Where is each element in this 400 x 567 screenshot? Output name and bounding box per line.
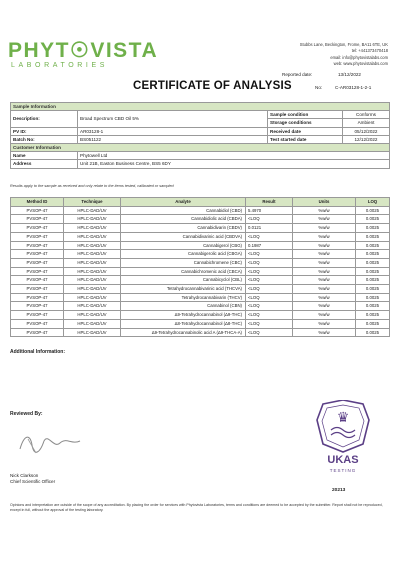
technique-cell: HPLC-DAD/UV: [64, 250, 121, 259]
address-line: tel: +441373470418: [351, 48, 388, 54]
units-cell: %w/w: [293, 267, 356, 276]
customer-address-label: Address: [11, 160, 78, 168]
loq-cell: 0.0025: [356, 232, 390, 241]
method-id-cell: PVSOP-47: [11, 215, 64, 224]
table-row: [11, 232, 390, 241]
technique-cell: HPLC-DAD/UV: [64, 215, 121, 224]
method-id-cell: PVSOP-47: [11, 206, 64, 215]
method-id-cell: PVSOP-47: [11, 302, 64, 311]
loq-cell: 0.0025: [356, 267, 390, 276]
method-id-cell: PVSOP-47: [11, 293, 64, 302]
storage-conditions-label: Storage conditions: [268, 119, 343, 127]
svg-text:♛: ♛: [336, 410, 350, 426]
method-id-cell: PVSOP-47: [11, 241, 64, 250]
result-cell: <LOQ: [246, 276, 293, 285]
document-title: CERTIFICATE OF ANALYSIS: [133, 80, 292, 92]
result-cell: <LOQ: [246, 215, 293, 224]
units-cell: %w/w: [293, 224, 356, 233]
description-value: Broad Spectrum CBD Oil 5%: [78, 111, 268, 127]
technique-cell: HPLC-DAD/UV: [64, 302, 121, 311]
customer-info-header: Customer Information: [11, 144, 390, 152]
result-cell: <LOQ: [246, 311, 293, 320]
analyte-cell: Cannabichromene (CBC): [121, 258, 246, 267]
company-logo-subtitle: LABORATORIES: [11, 62, 109, 69]
results-note: Results apply to the sample as received and only relate to the items tested, calibrated or sampled: [10, 184, 174, 188]
sample-info-header: Sample Information: [11, 103, 390, 111]
results-table: [10, 197, 390, 337]
signatory-name: Nick Clarkson: [10, 473, 39, 478]
received-date-value: 05/12/2022: [343, 127, 390, 135]
result-cell: <LOQ: [246, 267, 293, 276]
table-row: [11, 241, 390, 250]
technique-cell: HPLC-DAD/UV: [64, 258, 121, 267]
units-cell: %w/w: [293, 293, 356, 302]
batch-no-label: Batch No:: [11, 135, 78, 143]
pv-id-label: PV ID:: [11, 127, 78, 135]
signatory-title: Chief Scientific Officer: [10, 479, 56, 485]
report-number-value: C-AR03128-1-2-1: [335, 85, 372, 90]
result-cell: <LOQ: [246, 328, 293, 337]
table-row: [11, 276, 390, 285]
analyte-cell: Cannabicyclol (CBL): [121, 276, 246, 285]
analyte-cell: Tetrahydrocannabivarinic acid (THCVA): [121, 285, 246, 294]
col-header-analyte: Analyte: [121, 198, 246, 207]
analyte-cell: Cannabidivarinic acid (CBDVA): [121, 232, 246, 241]
units-cell: %w/w: [293, 311, 356, 320]
analyte-cell: Cannabigerol (CBG): [121, 241, 246, 250]
ukas-subtext: TESTING: [329, 468, 357, 473]
analyte-cell: Tetrahydrocannabivarin (THCV): [121, 293, 246, 302]
technique-cell: HPLC-DAD/UV: [64, 311, 121, 320]
units-cell: %w/w: [293, 285, 356, 294]
company-logo: PHYT☉VISTA: [8, 39, 159, 62]
customer-address-value: Unit 21B, Easton Business Centre, BS5 6DY: [78, 160, 390, 168]
reported-date-value: 13/12/2022: [338, 72, 361, 77]
technique-cell: HPLC-DAD/UV: [64, 276, 121, 285]
table-row: [11, 224, 390, 233]
table-row: [11, 250, 390, 259]
result-cell: <LOQ: [246, 232, 293, 241]
method-id-cell: PVSOP-47: [11, 258, 64, 267]
analyte-cell: Cannabigerolic acid (CBGA): [121, 250, 246, 259]
loq-cell: 0.0025: [356, 258, 390, 267]
report-number-label: No:: [315, 85, 323, 90]
method-id-cell: PVSOP-47: [11, 267, 64, 276]
result-cell: <LOQ: [246, 258, 293, 267]
table-row: [11, 293, 390, 302]
analyte-cell: Cannabichromenic acid (CBCA): [121, 267, 246, 276]
table-row: [11, 258, 390, 267]
analyte-cell: Δ9-Tetrahydrocannabinolic acid A (Δ9-THCA-A): [121, 328, 246, 337]
loq-cell: 0.0025: [356, 285, 390, 294]
ukas-number: 20213: [332, 488, 346, 493]
table-row: [11, 302, 390, 311]
result-cell: <LOQ: [246, 319, 293, 328]
table-row: [11, 328, 390, 337]
reviewed-by-heading: Reviewed By:: [10, 411, 43, 417]
received-date-label: Received date: [268, 127, 343, 135]
table-row: [11, 215, 390, 224]
reported-date-label: Reported date:: [282, 72, 313, 77]
customer-name-label: Name: [11, 152, 78, 160]
col-header-method: Method ID: [11, 198, 64, 207]
disclaimer-footer: Opinions and interpretation are outside of the scope of any accreditation. By placing the order for services with Phytovista Laboratories, terms and conditions are deemed to be accepted by the submitter. Report shall not be reproduced, except in full, without the approval of the testing laboratory.: [10, 503, 383, 512]
loq-cell: 0.0025: [356, 293, 390, 302]
analyte-cell: Δ9-Tetrahydrocannabinol (Δ9-THC): [121, 311, 246, 320]
technique-cell: HPLC-DAD/UV: [64, 319, 121, 328]
units-cell: %w/w: [293, 276, 356, 285]
test-started-value: 12/12/2022: [343, 135, 390, 143]
table-row: [11, 206, 390, 215]
result-cell: <LOQ: [246, 302, 293, 311]
technique-cell: HPLC-DAD/UV: [64, 267, 121, 276]
description-label: Description:: [11, 111, 78, 127]
col-header-units: Units: [293, 198, 356, 207]
result-cell: <LOQ: [246, 285, 293, 294]
loq-cell: 0.0025: [356, 224, 390, 233]
loq-cell: 0.0025: [356, 302, 390, 311]
units-cell: %w/w: [293, 232, 356, 241]
address-line: email: info@phytovistalabs.com: [330, 54, 388, 60]
loq-cell: 0.0025: [356, 311, 390, 320]
analyte-cell: Cannabinol (CBN): [121, 302, 246, 311]
analyte-cell: Cannabidiol (CBD): [121, 206, 246, 215]
table-row: [11, 267, 390, 276]
technique-cell: HPLC-DAD/UV: [64, 241, 121, 250]
result-cell: 0.1987: [246, 241, 293, 250]
ukas-text: UKAS: [327, 454, 359, 466]
ukas-accreditation-logo: [313, 400, 373, 480]
loq-cell: 0.0025: [356, 206, 390, 215]
units-cell: %w/w: [293, 215, 356, 224]
method-id-cell: PVSOP-47: [11, 319, 64, 328]
table-row: [11, 319, 390, 328]
method-id-cell: PVSOP-47: [11, 250, 64, 259]
units-cell: %w/w: [293, 258, 356, 267]
technique-cell: HPLC-DAD/UV: [64, 285, 121, 294]
result-cell: 0.0121: [246, 224, 293, 233]
method-id-cell: PVSOP-47: [11, 232, 64, 241]
address-line: web: www.phytovistalabs.com: [333, 60, 388, 66]
technique-cell: HPLC-DAD/UV: [64, 232, 121, 241]
loq-cell: 0.0025: [356, 319, 390, 328]
pv-id-value: AR03128-1: [78, 127, 268, 135]
result-cell: <LOQ: [246, 250, 293, 259]
storage-conditions-value: Ambient: [343, 119, 390, 127]
units-cell: %w/w: [293, 319, 356, 328]
customer-name-value: Phytowell Ltd: [78, 152, 390, 160]
sample-info-table: [10, 102, 390, 169]
col-header-loq: LOQ: [356, 198, 390, 207]
loq-cell: 0.0025: [356, 250, 390, 259]
method-id-cell: PVSOP-47: [11, 285, 64, 294]
table-row: [11, 311, 390, 320]
sample-condition-label: Sample condition: [268, 111, 343, 119]
result-cell: 5.4970: [246, 206, 293, 215]
units-cell: %w/w: [293, 250, 356, 259]
batch-no-value: BS051122: [78, 135, 268, 143]
address-line: Stubbs Lane, Beckington, Frome, BA11 6TE, UK: [299, 42, 388, 47]
additional-info-heading: Additional Information:: [10, 349, 65, 355]
analyte-cell: Cannabidiolic acid (CBDA): [121, 215, 246, 224]
units-cell: %w/w: [293, 302, 356, 311]
units-cell: %w/w: [293, 241, 356, 250]
result-cell: <LOQ: [246, 293, 293, 302]
company-address: [300, 42, 388, 67]
technique-cell: HPLC-DAD/UV: [64, 224, 121, 233]
technique-cell: HPLC-DAD/UV: [64, 293, 121, 302]
technique-cell: HPLC-DAD/UV: [64, 328, 121, 337]
units-cell: %w/w: [293, 206, 356, 215]
technique-cell: HPLC-DAD/UV: [64, 206, 121, 215]
loq-cell: 0.0025: [356, 215, 390, 224]
analyte-cell: Δ8-Tetrahydrocannabinol (Δ8-THC): [121, 319, 246, 328]
analyte-cell: Cannabidivarin (CBDV): [121, 224, 246, 233]
loq-cell: 0.0025: [356, 328, 390, 337]
loq-cell: 0.0025: [356, 241, 390, 250]
col-header-result: Result: [246, 198, 293, 207]
sample-condition-value: Conforms: [343, 111, 390, 119]
signature-image: [14, 423, 84, 463]
method-id-cell: PVSOP-47: [11, 276, 64, 285]
method-id-cell: PVSOP-47: [11, 224, 64, 233]
method-id-cell: PVSOP-47: [11, 311, 64, 320]
col-header-technique: Technique: [64, 198, 121, 207]
method-id-cell: PVSOP-47: [11, 328, 64, 337]
loq-cell: 0.0025: [356, 276, 390, 285]
units-cell: %w/w: [293, 328, 356, 337]
signatory: [10, 473, 55, 486]
table-row: [11, 285, 390, 294]
test-started-label: Test started date: [268, 135, 343, 143]
